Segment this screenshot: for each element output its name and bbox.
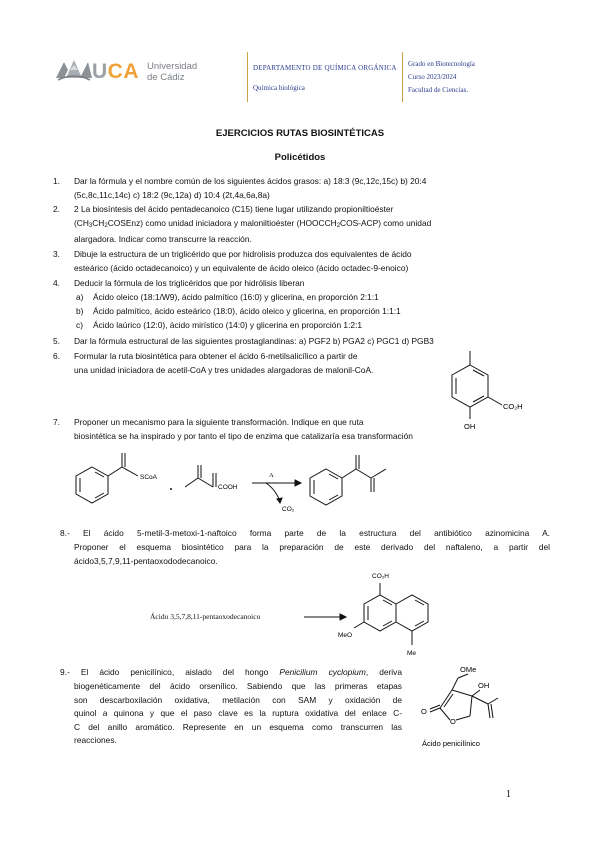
subject-name: Química biológica	[253, 84, 305, 92]
exercise-4b: Ácido palmítico, ácido esteárico (18:0), ácido oleico y glicerina, en proporción 1:1:1	[93, 306, 401, 316]
exercise-4-number: 4.	[53, 278, 60, 288]
exercise-4c-label: c)	[76, 320, 83, 330]
plus-dot	[170, 488, 172, 490]
ome-label: OMe	[460, 665, 477, 674]
exercise-7-number: 7.	[53, 417, 60, 427]
penicilinic-acid-structure	[412, 658, 532, 758]
carbonyl-oxygen-label: O	[421, 707, 427, 716]
exercise-8-line-2: Proponer el esquema biosintético para la preparación de este derivado del naftaleno, a partir del	[74, 542, 550, 552]
exercise-5: Dar la fórmula estructural de las siguientes prostaglandinas: a) PGF2 b) PGA2 c) PGC1 d) PGB3	[74, 336, 434, 346]
department-name: DEPARTAMENTO DE QUÍMICA ORGÁNICA	[253, 64, 397, 72]
exercise-9-line-1: 9.- El ácido penicilínico, aislado del hongo Penicilium cyclopium, deriva	[60, 667, 402, 677]
scheme-8-reactant-label: Ácido 3,5,7,8,11-pentaoxodecanoico	[150, 612, 261, 621]
scoa-label: SCoA	[140, 474, 157, 481]
exercise-4a: Ácido oleico (18:1/W9), ácido palmítico (16:0) y glicerina, en proporción 2:1:1	[93, 292, 379, 302]
header-department-block	[253, 58, 397, 98]
exercise-4c: Ácido laúrico (12:0), ácido mirístico (14:0) y glicerina en proporción 1:2:1	[93, 320, 363, 330]
exercise-2-number: 2.	[53, 204, 60, 214]
exercise-4a-label: a)	[76, 292, 84, 302]
header-course-block	[408, 58, 475, 97]
header-divider	[402, 52, 403, 102]
exercise-8-line-1: 8.- El ácido 5-metil-3-metoxi-1-naftoico forma parte de la estructura del antibiótico azinomicina A.	[60, 528, 550, 538]
exercise-9-body: biogenéticamente del ácido orsenílico. Sabiendo que las primeras etapas son descarboxilación oxidativa, metilación con SAM y oxidación de quinol a quinona y que el paso clave es la ruptura oxidativa del enlace C- C del anillo aromático. Represente en un esquema como transcurren las reacciones.	[74, 681, 402, 746]
penicilinic-oh-label: OH	[478, 681, 490, 690]
exercise-1: Dar la fórmula y el nombre común de los siguientes ácidos grasos: a) 18:3 (9c,12c,15c) b) 20:4 (5c,8c,11c,14c) c) 18:2 (9c,12a) d) 10:4 (2t,4a,6a,8a)	[74, 176, 427, 200]
exercise-6: Formular la ruta biosintética para obtener el ácido 6-metilsalicílico a partir de una unidad iniciadora de acetil-CoA y tres unidades alargadoras de malonil-CoA.	[74, 351, 374, 375]
naphthoic-co2h-label: CO₂H	[372, 573, 389, 580]
degree-name: Grado en Biotecnología	[408, 60, 475, 68]
cooh-label: COOH	[218, 484, 238, 491]
meo-label: MeO	[338, 632, 353, 639]
exercise-3: Dibuje la estructura de un triglicérido que por hidrolisis produzca dos equivalentes de ácido esteárico (ácido octadecanoico) y un equivalente de ácido oleico (ácido octadec-9-enoico)	[74, 249, 412, 273]
course-year: Curso 2023/2024	[408, 73, 457, 81]
ring-oxygen-label: O	[450, 717, 456, 726]
section-title: Policétidos	[274, 152, 326, 163]
university-logo-icon	[54, 56, 94, 84]
oh-label: OH	[464, 422, 476, 431]
exercise-3-number: 3.	[53, 249, 60, 259]
university-name: Universidad de Cádiz	[147, 61, 198, 83]
exercise-4b-label: b)	[76, 306, 84, 316]
penicilinic-caption: Ácido penicilínico	[422, 739, 480, 748]
exercise-4: Deducir la fórmula de los triglicéridos que por hidrólisis liberan	[74, 278, 305, 288]
header-divider	[247, 52, 248, 102]
co2h-label: CO₂H	[503, 402, 523, 411]
exercise-6-number: 6.	[53, 351, 60, 361]
reagent-a-label: A	[269, 472, 274, 479]
exercise-1-number: 1.	[53, 176, 60, 186]
me-label: Me	[407, 650, 417, 657]
faculty-name: Facultad de Ciencias.	[408, 86, 469, 94]
scheme-7-reaction	[70, 445, 470, 520]
page-number: 1	[506, 789, 511, 800]
exercise-5-number: 5.	[53, 336, 60, 346]
exercise-8-line-3: ácido3,5,7,9,11-pentaoxododecanoico.	[74, 556, 218, 566]
logo-uca-text: UCA	[92, 60, 140, 83]
document-title: EJERCICIOS RUTAS BIOSINTÉTICAS	[215, 128, 385, 139]
exercise-2: 2 La biosíntesis del ácido pentadecanoico (C15) tiene lugar utilizando propioniltioéster (CH3CH2COSEnz) como unidad iniciadora y maloniltioéster (HOOCCH2COS-ACP) como unidad alargadora. Indicar como transcurre la reacción.	[74, 204, 432, 245]
exercise-7: Proponer un mecanismo para la siguiente transformación. Indique en que ruta biosintética se ha inspirado y por tanto el tipo de enzima que catalizaría esa transformación	[74, 417, 413, 441]
co2-label: CO₂	[282, 506, 295, 513]
